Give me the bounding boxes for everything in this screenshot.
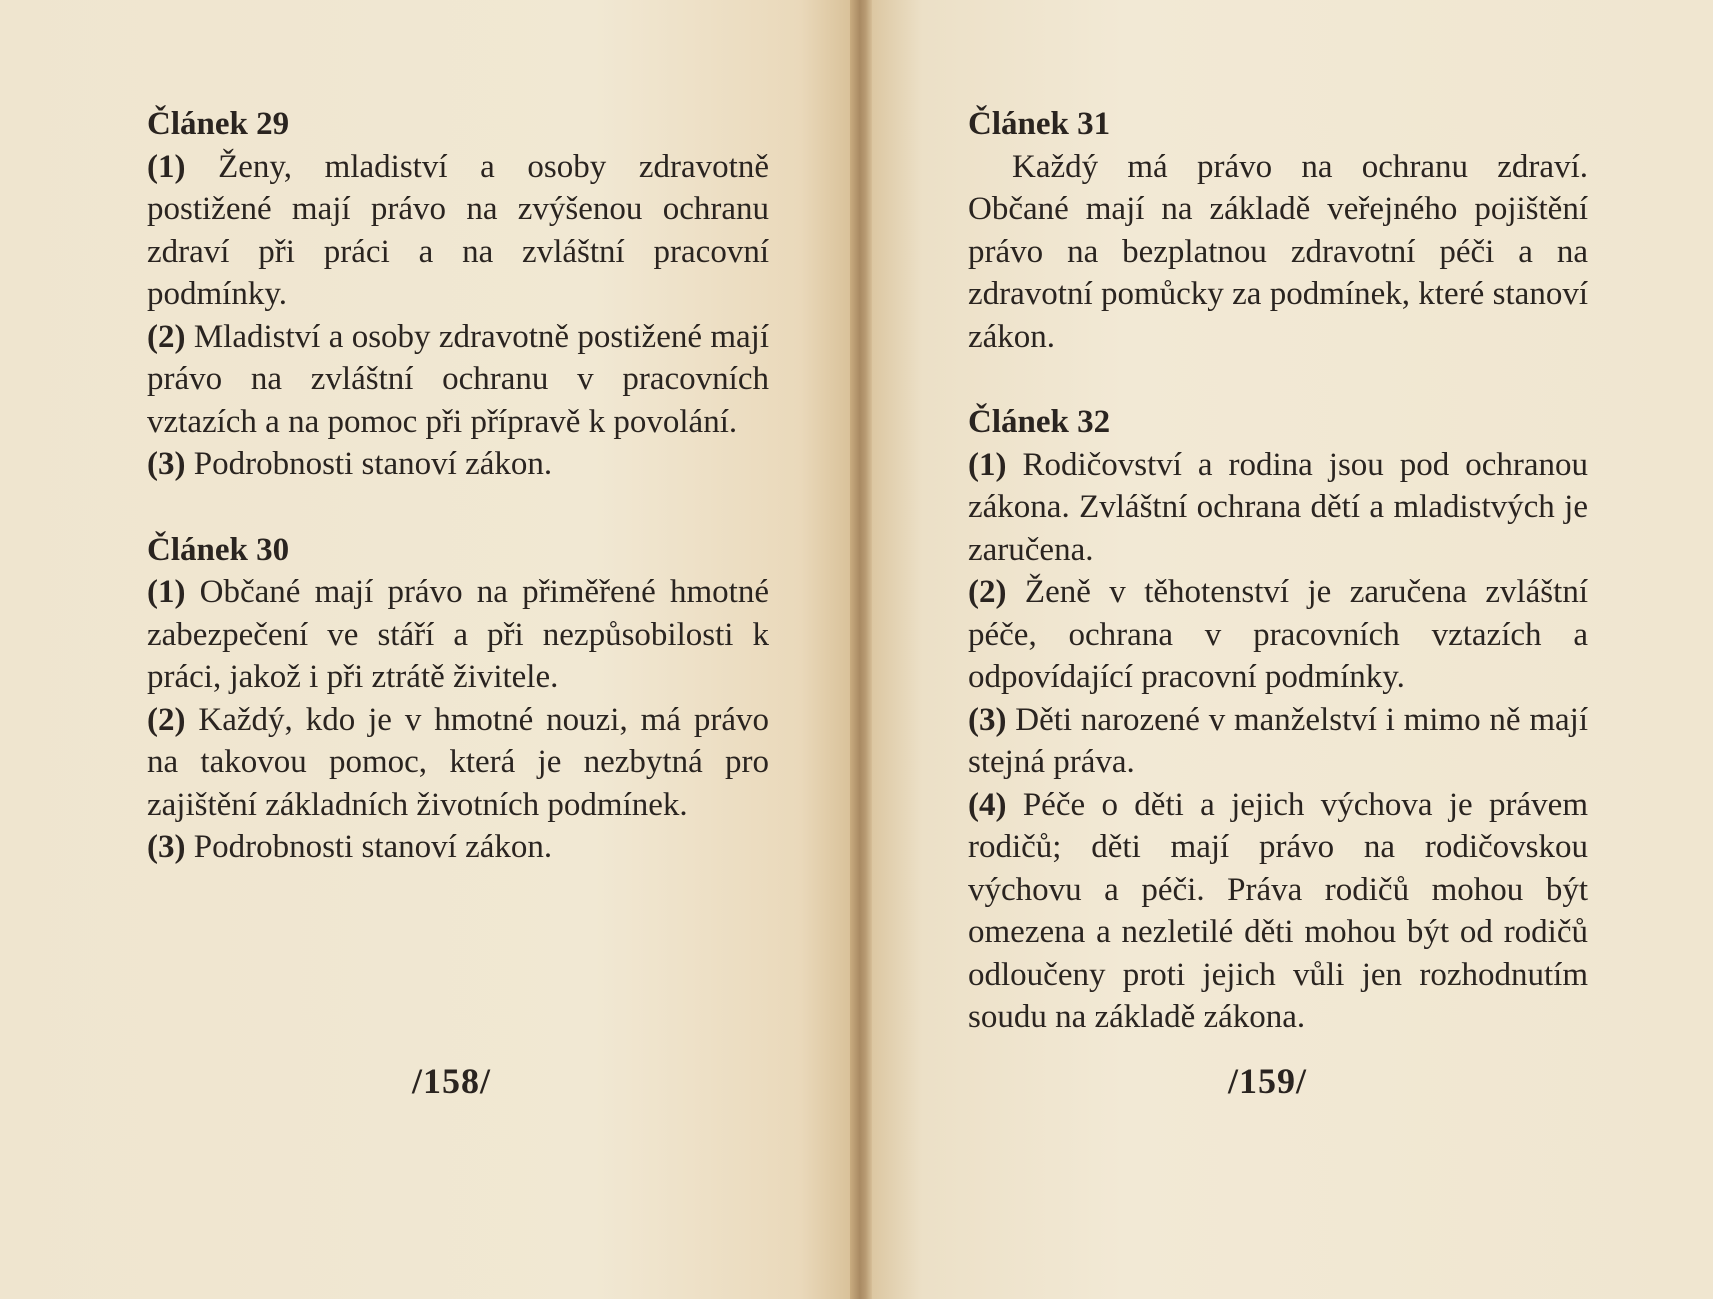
paragraph-text: Každý má právo na ochranu zdraví. Občané mají na základě veřejného pojištění právo na bezplatnou zdravotní péči a na zdravotní pomůcky za podmínek, které stanoví zákon. bbox=[968, 148, 1588, 355]
paragraph-text: Děti narozené v manželství i mimo ně mají stejná práva. bbox=[968, 701, 1588, 780]
article-29 bbox=[147, 103, 769, 486]
paragraph-number: (1) bbox=[968, 446, 1007, 483]
article-30 bbox=[147, 529, 769, 869]
paragraph-number: (4) bbox=[968, 786, 1007, 823]
paragraph bbox=[147, 146, 769, 316]
paragraph-text: Rodičovství a rodina jsou pod ochranou zákona. Zvláštní ochrana dětí a mladistvých je zaručena. bbox=[968, 446, 1588, 568]
paragraph-number: (3) bbox=[968, 701, 1007, 738]
book-gutter bbox=[850, 0, 872, 1299]
paragraph bbox=[968, 571, 1588, 699]
article-heading: Článek 32 bbox=[968, 404, 1111, 440]
paragraph bbox=[147, 443, 769, 486]
paragraph-number: (2) bbox=[147, 701, 186, 738]
article-31 bbox=[968, 103, 1588, 358]
article-heading: Článek 31 bbox=[968, 106, 1111, 142]
paragraph bbox=[147, 571, 769, 699]
page-number: /158/ bbox=[412, 1061, 492, 1101]
paragraph-number: (3) bbox=[147, 446, 186, 482]
paragraph-number: (1) bbox=[147, 148, 186, 185]
paragraph bbox=[147, 826, 769, 869]
paragraph-number: (2) bbox=[147, 318, 186, 355]
paragraph-text: Podrobnosti stanoví zákon. bbox=[185, 446, 553, 482]
paragraph bbox=[968, 699, 1588, 784]
left-page bbox=[0, 0, 850, 1299]
page-number: /159/ bbox=[1228, 1061, 1308, 1101]
paragraph bbox=[147, 699, 769, 827]
paragraph-text: Občané mají právo na přiměřené hmotné zabezpečení ve stáří a při nezpůsobilosti k práci, jakož i při ztrátě živitele. bbox=[147, 574, 769, 695]
left-text-column bbox=[147, 103, 769, 912]
paragraph-text: Péče o děti a jejich výchova je právem rodičů; děti mají právo na rodičovskou výchovu a péči. Práva rodičů mohou být omezena a nezletilé děti mohou být od rodičů odloučeny proti jejich vůli jen rozhodnutím soudu na základě zákona. bbox=[968, 786, 1588, 1035]
article-heading: Článek 30 bbox=[147, 531, 290, 568]
paragraph bbox=[968, 146, 1588, 359]
paragraph bbox=[968, 444, 1588, 572]
paragraph-text: Každý, kdo je v hmotné nouzi, má právo na takovou pomoc, která je nezbytná pro zajištění základních životních podmínek. bbox=[147, 701, 769, 823]
paragraph-text: Mladiství a osoby zdravotně postižené mají právo na zvláštní ochranu v pracovních vztazích a na pomoc při přípravě k povolání. bbox=[147, 318, 769, 440]
paragraph-number: (1) bbox=[147, 574, 186, 610]
right-text-column bbox=[968, 103, 1588, 1082]
right-page bbox=[872, 0, 1713, 1299]
paragraph-text: Ženě v těhotenství je zaručena zvláštní péče, ochrana v pracovních vztazích a odpovídající pracovní podmínky. bbox=[968, 574, 1588, 695]
paragraph-number: (3) bbox=[147, 829, 186, 865]
paragraph bbox=[147, 316, 769, 444]
paragraph-text: Podrobnosti stanoví zákon. bbox=[185, 829, 553, 865]
paragraph bbox=[968, 784, 1588, 1039]
article-32 bbox=[968, 401, 1588, 1039]
article-heading: Článek 29 bbox=[147, 106, 290, 142]
paragraph-number: (2) bbox=[968, 574, 1007, 610]
paragraph-text: Ženy, mladiství a osoby zdravotně postižené mají právo na zvýšenou ochranu zdraví při práci a na zvláštní pracovní podmínky. bbox=[147, 148, 769, 312]
